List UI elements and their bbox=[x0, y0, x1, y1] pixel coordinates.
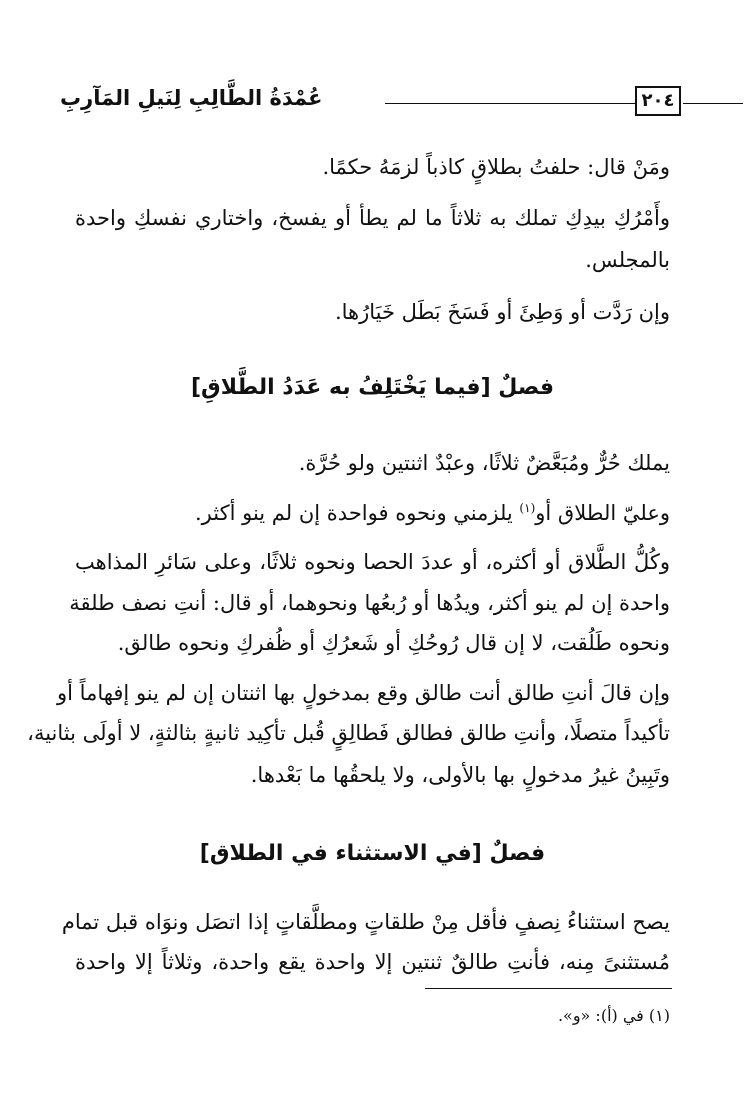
text-line: وأَمْرُكِ بيدِكِ تملك به ثلاثاً ما لم يطأ أو يفسخ، واختاري نفسكِ واحدة bbox=[75, 206, 670, 230]
text-line: وتَبِينُ غيرُ مدخولٍ بها بالأولى، ولا يلحقُها ما بَعْدها. bbox=[250, 763, 670, 787]
footnote: (١) في (أ): «و». bbox=[557, 1006, 670, 1025]
text-line: يصح استثناءُ نِصفٍ فأقل مِنْ طلقاتٍ ومطلَّقاتٍ إذا اتصَل ونوَاه قبل تمام bbox=[61, 910, 670, 934]
text-line bbox=[195, 498, 670, 528]
text-fragment: وعليّ الطلاق أو bbox=[535, 501, 670, 525]
footnote-separator bbox=[425, 988, 672, 989]
page-number: ٢٠٤ bbox=[635, 86, 681, 116]
text-line: تأكيداً متصلًا، وأنتِ طالق فطالق فَطالِقٍ قُبل تأكِيد ثانيةٍ بثالثةٍ، لا أولَى بثانية، bbox=[27, 721, 670, 745]
book-title: عُمْدَةُ الطَّالِبِ لِنَيلِ المَآرِبِ bbox=[60, 86, 323, 110]
section-heading: فصلٌ [في الاستثناء في الطلاق] bbox=[199, 841, 546, 866]
section-heading: فصلٌ [فيما يَخْتَلِفُ به عَدَدُ الطَّلاقِ] bbox=[190, 375, 555, 400]
text-line: وإن رَدَّت أو وَطِئَ أو فَسَخَ بَطَل خَيَارُها. bbox=[334, 300, 670, 324]
header-rule-right bbox=[683, 103, 743, 104]
text-line: واحدة إن لم ينو أكثر، ويدُها أو رُبعُها ونحوهما، أو قال: أنتِ نصف طلقة bbox=[69, 591, 670, 615]
text-line: يملك حُرٌّ ومُبَعَّضٌ ثلاثًا، وعبْدٌ اثنتين ولو حُرَّة. bbox=[298, 451, 670, 475]
header-rule bbox=[385, 103, 635, 104]
text-fragment: يلزمني ونحوه فواحدة إن لم ينو أكثر. bbox=[195, 501, 520, 525]
text-line: ومَنْ قال: حلفتُ بطلاقٍ كاذباً لزمَهُ حكمًا. bbox=[322, 155, 670, 179]
running-header bbox=[60, 84, 685, 124]
text-line: ونحوه طَلُقت، لا إن قال رُوحُكِ أو شَعرُكِ أو ظُفركِ ونحوه طالق. bbox=[117, 631, 670, 655]
text-line: مُستثنىً مِنه، فأنتِ طالقٌ ثنتين إلا واحدة يقع واحدة، وثلاثاً إلا واحدة bbox=[75, 950, 670, 974]
footnote-ref: (١) bbox=[519, 501, 536, 515]
text-line: وإن قالَ أنتِ طالق أنت طالق وقع بمدخولٍ بها اثنتان إن لم ينو إفهاماً أو bbox=[57, 681, 670, 705]
text-line: بالمجلس. bbox=[585, 248, 670, 272]
text-line: وكُلُّ الطَّلاق أو أكثره، أو عددَ الحصا ونحوه ثلاثًا، وعلى سَائرِ المذاهب bbox=[75, 550, 670, 574]
